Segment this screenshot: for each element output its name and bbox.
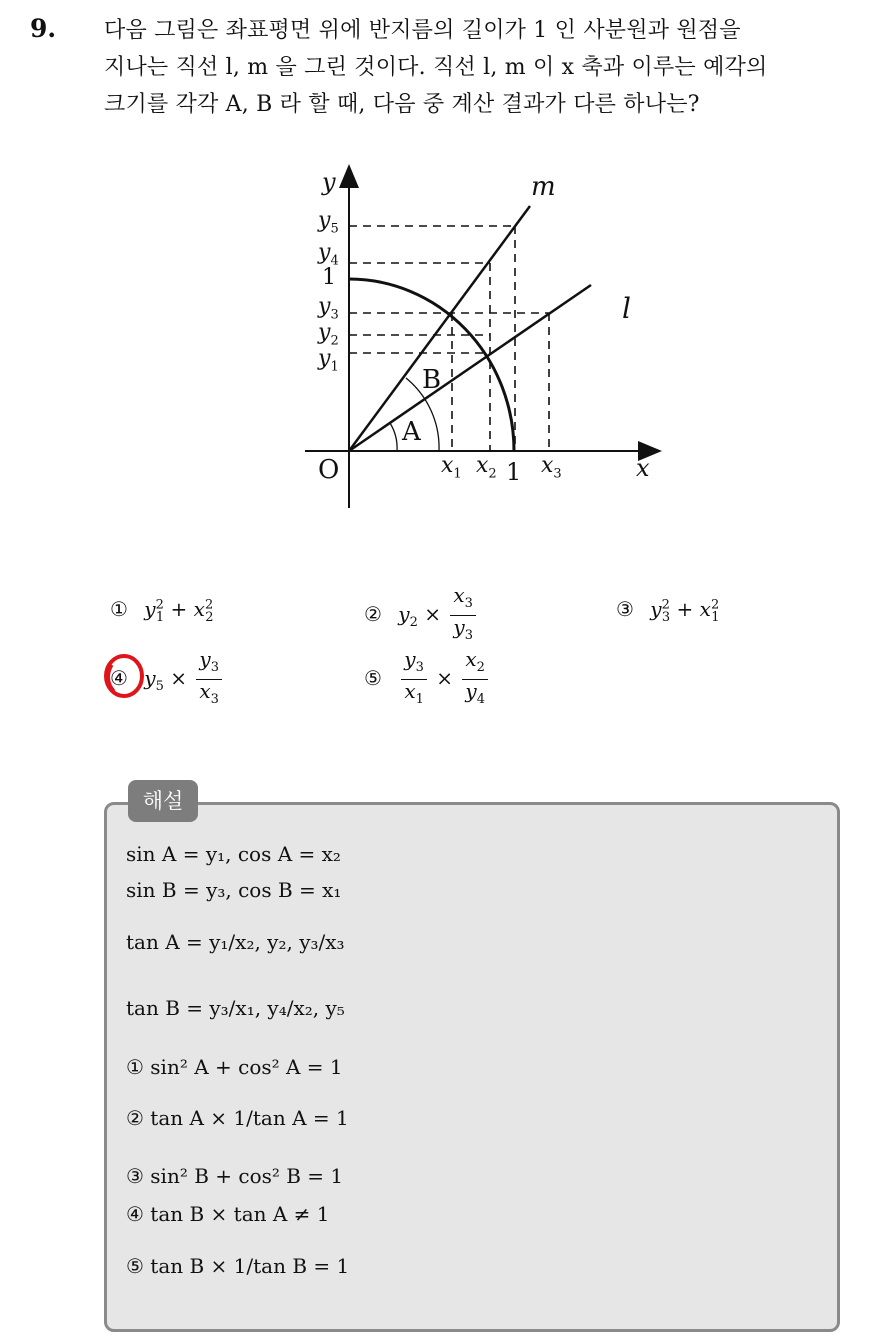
x2-label: $x_2$ <box>476 453 497 482</box>
explanation-line-8: ④ tan B × tan A ≠ 1 <box>126 1202 330 1226</box>
question-line-1: 다음 그림은 좌표평면 위에 반지름의 길이가 1 인 사분원과 원점을 <box>104 18 741 43</box>
explanation-line-2: sin B = y₃, cos B = x₁ <box>126 878 342 902</box>
line-m-label: m <box>531 172 556 202</box>
question-line-3: 크기를 각각 A, B 라 할 때, 다음 중 계산 결과가 다른 하나는? <box>104 92 700 117</box>
angle-a-label: A <box>402 417 421 447</box>
explanation-line-7: ③ sin² B + cos² B = 1 <box>126 1164 344 1188</box>
line-l-label: l <box>622 292 631 325</box>
x-one-label: 1 <box>506 458 522 486</box>
y-axis-label: y <box>322 168 336 196</box>
x-axis-label: x <box>636 454 650 482</box>
explanation-line-9: ⑤ tan B × 1/tan B = 1 <box>126 1254 350 1278</box>
line-l <box>349 285 591 451</box>
choice-3[interactable]: ③ $y^2_3 + x^2_1$ <box>616 597 720 625</box>
explanation-badge: 해설 <box>128 780 198 822</box>
explanation-line-5: ① sin² A + cos² A = 1 <box>126 1055 343 1079</box>
y3-label: $y_3$ <box>318 294 339 323</box>
choice-2[interactable]: ② $y_2$ × $\frac{x_3}{y_3}$ <box>364 584 479 647</box>
y-one-label: 1 <box>322 265 336 290</box>
question-number: 9. <box>30 14 57 43</box>
explanation-line-1: sin A = y₁, cos A = x₂ <box>126 842 341 866</box>
x3-label: $x_3$ <box>541 453 562 482</box>
y2-label: $y_2$ <box>318 320 339 349</box>
line-m <box>349 206 530 451</box>
y1-label: $y_1$ <box>318 346 339 375</box>
x1-label: $x_1$ <box>441 453 462 482</box>
choice-5[interactable]: ⑤ $\frac{y_3}{x_1}$ × $\frac{x_2}{y_4}$ <box>364 648 491 711</box>
choice-4[interactable]: ④ $y_5$ × $\frac{y_3}{x_3}$ <box>110 648 225 711</box>
choice-1[interactable]: ① $y^2_1 + x^2_2$ <box>110 597 214 625</box>
dashed-guides <box>349 226 549 451</box>
angle-a-arc <box>390 423 397 451</box>
explanation-line-3: tan A = y₁/x₂, y₂, y₃/x₃ <box>126 930 345 954</box>
explanation-line-4: tan B = y₃/x₁, y₄/x₂, y₅ <box>126 996 345 1020</box>
explanation-line-6: ② tan A × 1/tan A = 1 <box>126 1106 349 1130</box>
question-line-2: 지나는 직선 l, m 을 그린 것이다. 직선 l, m 이 x 축과 이루는 예각의 <box>104 55 768 80</box>
origin-label: O <box>318 455 340 485</box>
angle-b-label: B <box>422 365 442 395</box>
y4-label: $y_4$ <box>318 240 339 269</box>
y5-label: $y_5$ <box>318 208 339 237</box>
